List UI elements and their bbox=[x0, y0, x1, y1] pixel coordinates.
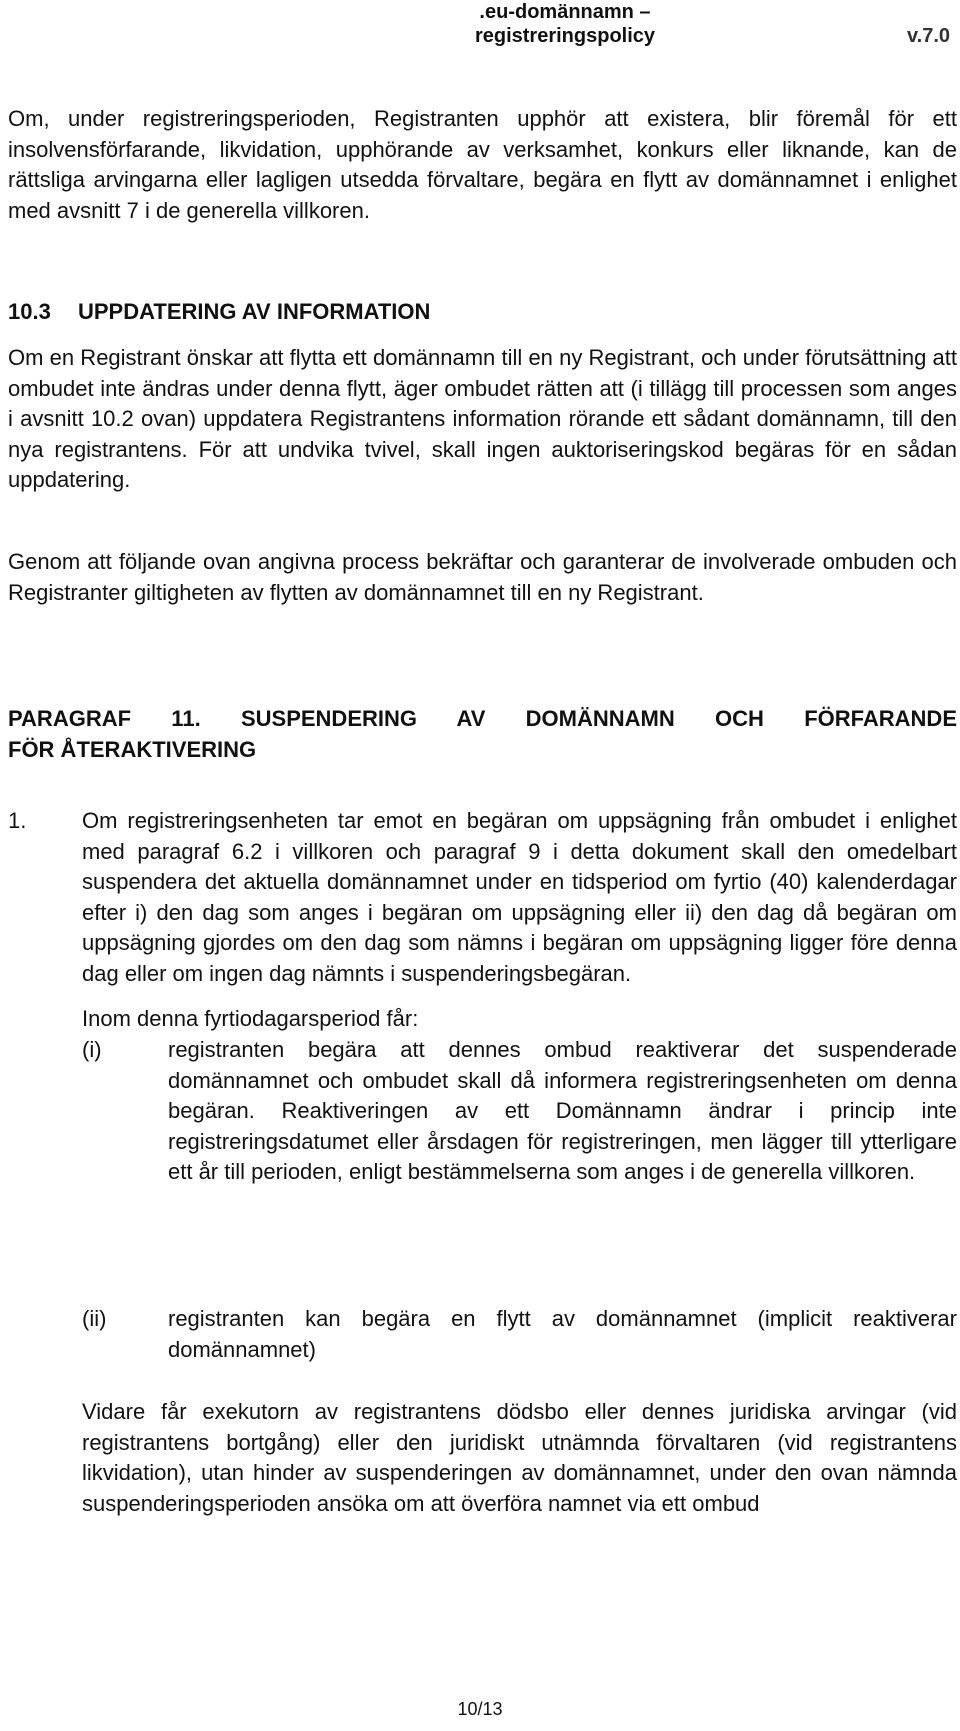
item-1-text: Om registreringsenheten tar emot en begäran om uppsägning från ombudet i enlighet med paragraf 6.2 i villkoren och paragraf 9 i detta dokument skall den omedelbart suspendera det aktuella domännamnet under en tidsperiod om fyrtio (40) kalenderdagar efter i) den dag som anges i begäran om uppsägning eller ii) den dag då begäran om uppsägning gjordes om den dag som nämns i begäran om uppsägning ligger före denna dag eller om ingen dag nämnts i suspenderingsbegäran. bbox=[82, 808, 957, 986]
paragraph-11-heading-line-2: FÖR ÅTERAKTIVERING bbox=[8, 737, 257, 762]
sub-item-i-text: registranten begära att dennes ombud reaktiverar det suspenderade domännamnet och ombudet skall då informera registreringsenheten om denna begäran. Reaktiveringen av ett Domännamn ändrar i princip inte registreringsdatumet eller årsdagen för registreringen, men lägger till ytterligare ett år till perioden, enligt bestämmelserna som anges i de generella villkoren. bbox=[168, 1037, 957, 1184]
version-label: v.7.0 bbox=[907, 25, 950, 47]
intro-paragraph: Om, under registreringsperioden, Registranten upphör att existera, blir föremål för ett insolvensförfarande, likvidation, upphörande av verksamhet, konkurs eller liknande, kan de rättsliga arvingarna eller lagligen utsedda förvaltare, begära en flytt av domännamnet i enlighet med avsnitt 7 i de generella villkoren. bbox=[8, 106, 957, 223]
section-number: 10.3 bbox=[8, 299, 51, 324]
section-title: UPPDATERING AV INFORMATION bbox=[78, 299, 431, 324]
paragraph-11-heading-line-1: PARAGRAF 11. SUSPENDERING AV DOMÄNNAMN OCH FÖRFARANDE bbox=[8, 706, 957, 731]
item-1-marker: 1. bbox=[8, 808, 27, 833]
page-number: 10/13 bbox=[457, 1699, 503, 1719]
paragraph-11-heading bbox=[8, 703, 957, 765]
section-10-3-heading bbox=[8, 297, 430, 327]
sub-item-ii-marker: (ii) bbox=[82, 1306, 107, 1331]
section-10-3-paragraph-2: Genom att följande ovan angivna process bekräftar och garanterar de involverade ombuden och Registranter giltigheten av flytten av domännamnet till en ny Registrant. bbox=[8, 549, 957, 605]
section-10-3-paragraph-1: Om en Registrant önskar att flytta ett domännamn till en ny Registrant, och under förutsättning att ombudet inte ändras under denna flytt, äger ombudet rätten att (i tillägg till processen som anges i avsnitt 10.2 ovan) uppdatera Registrantens information rörande ett sådant domännamn, till den nya registrantens. För att undvika tvivel, skall ingen auktoriseringskod begäras för en sådan uppdatering. bbox=[8, 345, 957, 492]
sub-item-i-marker: (i) bbox=[82, 1037, 102, 1062]
closing-paragraph: Vidare får exekutorn av registrantens dödsbo eller dennes juridiska arvingar (vid registrantens bortgång) eller den juridiskt utnämnda förvaltaren (vid registrantens likvidation), utan hinder av suspenderingen av domännamnet, under den ovan nämnda suspenderingsperioden ansöka om att överföra namnet via ett ombud bbox=[82, 1399, 957, 1516]
header-title: .eu-domännamn – registreringspolicy bbox=[474, 1, 656, 47]
within-period-intro: Inom denna fyrtiodagarsperiod får: bbox=[82, 1006, 419, 1031]
sub-item-ii-text: registranten kan begära en flytt av domännamnet (implicit reaktiverar domännamnet) bbox=[168, 1306, 957, 1362]
